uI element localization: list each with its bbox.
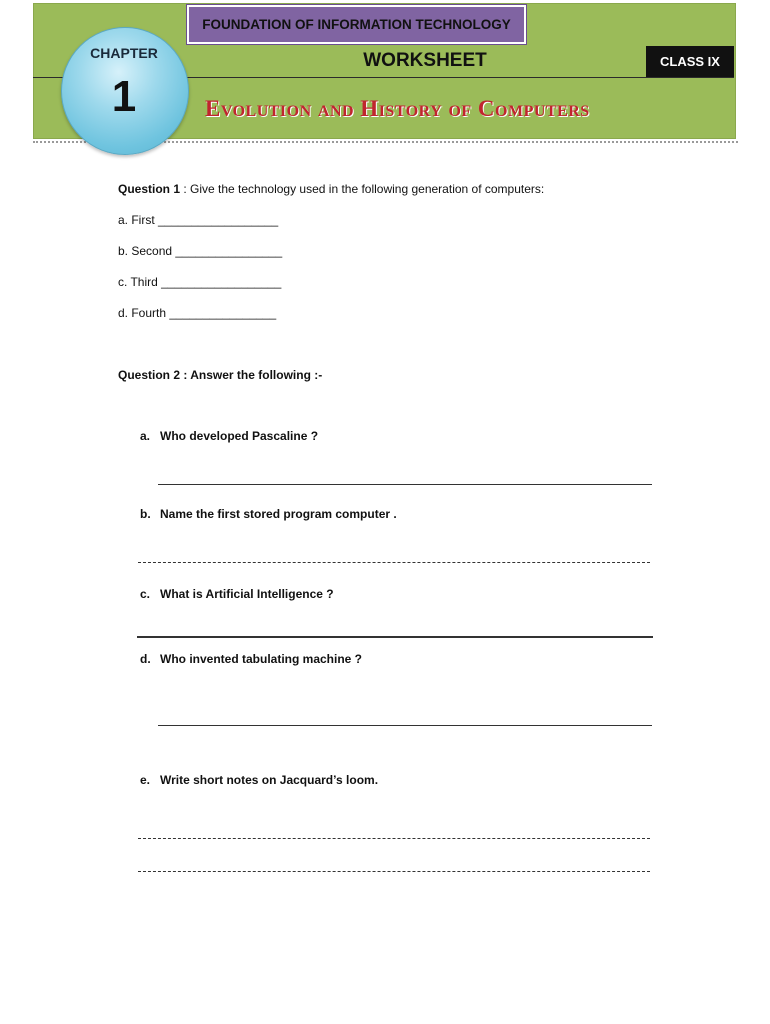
subject-title: FOUNDATION OF INFORMATION TECHNOLOGY [187, 5, 526, 44]
q2-item-e-text: Write short notes on Jacquard’s loom. [160, 773, 379, 787]
answer-line-e2[interactable] [138, 871, 650, 872]
answer-line-a[interactable] [158, 484, 652, 485]
answer-line-e1[interactable] [138, 838, 650, 839]
class-badge: CLASS IX [646, 46, 734, 77]
q1-item-fourth: d. Fourth ________________ [118, 306, 277, 320]
q1-item-second: b. Second ________________ [118, 244, 283, 258]
chapter-label: CHAPTER [90, 45, 158, 61]
question-2-label: Question 2 : Answer the following :- [118, 368, 323, 382]
q2-item-c-text: What is Artificial Intelligence ? [160, 587, 334, 601]
page-title: Evolution and History of Computers [205, 96, 590, 121]
q2-item-a-letter: a. [140, 429, 151, 443]
q2-item-e-letter: e. [140, 773, 151, 787]
worksheet-label: WORKSHEET [363, 50, 487, 71]
question-1 [118, 182, 544, 196]
answer-line-c[interactable] [137, 636, 653, 638]
q2-item-d-letter: d. [140, 652, 151, 666]
question-1-label: Question 1 [118, 182, 181, 196]
q2-item-a-text: Who developed Pascaline ? [160, 429, 319, 443]
answer-line-d[interactable] [158, 725, 652, 726]
question-1-prompt: : Give the technology used in the following generation of computers: [180, 182, 545, 196]
q2-item-b-text: Name the first stored program computer . [160, 507, 397, 521]
q1-item-first: a. First __________________ [118, 213, 279, 227]
q2-item-b-letter: b. [140, 507, 151, 521]
q1-item-third: c. Third __________________ [118, 275, 282, 289]
q2-item-c-letter: c. [140, 587, 151, 601]
chapter-number: 1 [111, 72, 137, 121]
answer-line-b[interactable] [138, 562, 650, 563]
q2-item-d-text: Who invented tabulating machine ? [160, 652, 363, 666]
